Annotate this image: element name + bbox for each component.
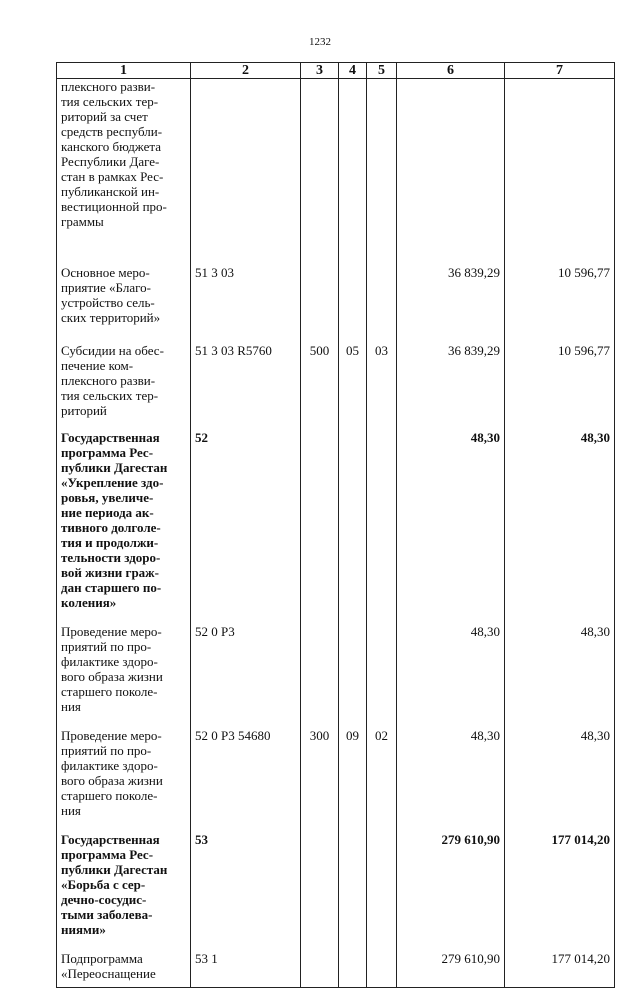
row-col6-value: 48,30 (397, 728, 505, 832)
row-col5-cell: 03 (367, 343, 397, 430)
row-col7-value: 48,30 (505, 624, 615, 728)
row-col7-value: 10 596,77 (505, 343, 615, 430)
row-col3-cell (301, 265, 339, 343)
row-col3-cell (301, 832, 339, 951)
row-code-cell: 53 (191, 832, 301, 951)
row-col6-value: 279 610,90 (397, 832, 505, 951)
row-name-cell: Основное меро- приятие «Благо- устройство сель- ских территорий» (57, 265, 191, 343)
row-col4-cell (339, 951, 367, 988)
row-col7-value: 48,30 (505, 430, 615, 624)
column-header-1: 1 (57, 63, 191, 79)
row-col6-value: 279 610,90 (397, 951, 505, 988)
row-col3-cell (301, 951, 339, 988)
row-col5-cell (367, 265, 397, 343)
row-col5-cell: 02 (367, 728, 397, 832)
row-col6-value: 48,30 (397, 624, 505, 728)
row-code-cell: 51 3 03 R5760 (191, 343, 301, 430)
row-col3-cell (301, 430, 339, 624)
table-row (57, 951, 615, 988)
row-name-cell: Государственная программа Рес- публики Дагестан «Борьба с сер- дечно-сосудис- тыми заболева- ниями» (57, 832, 191, 951)
row-col7-value: 177 014,20 (505, 832, 615, 951)
row-col7-value (505, 79, 615, 266)
row-col7-value: 177 014,20 (505, 951, 615, 988)
row-name-cell: Проведение меро- приятий по про- филактике здоро- вого образа жизни старшего поколе- ния (57, 728, 191, 832)
table-row (57, 265, 615, 343)
row-col3-cell (301, 624, 339, 728)
table-header-row (57, 63, 615, 79)
row-col6-value (397, 79, 505, 266)
row-col4-cell (339, 624, 367, 728)
row-col4-cell (339, 265, 367, 343)
table-row (57, 624, 615, 728)
row-name-cell: Проведение меро- приятий по про- филактике здоро- вого образа жизни старшего поколе- ния (57, 624, 191, 728)
row-name-cell: Субсидии на обес- печение ком- плексного разви- тия сельских тер- риторий (57, 343, 191, 430)
table-row (57, 728, 615, 832)
row-code-cell (191, 79, 301, 266)
row-col3-cell: 300 (301, 728, 339, 832)
row-col4-cell: 09 (339, 728, 367, 832)
row-code-cell: 51 3 03 (191, 265, 301, 343)
row-col5-cell (367, 832, 397, 951)
row-col4-cell (339, 79, 367, 266)
table-row (57, 832, 615, 951)
column-header-3: 3 (301, 63, 339, 79)
table-row (57, 430, 615, 624)
row-col6-value: 48,30 (397, 430, 505, 624)
row-name-cell: Подпрограмма «Переоснащение (57, 951, 191, 988)
row-name-cell: плексного разви- тия сельских тер- риторий за счет средств республи- канского бюджета Республики Даге- стан в рамках Рес- публиканской ин- вестиционной про- граммы (57, 79, 191, 266)
row-col7-value: 10 596,77 (505, 265, 615, 343)
row-col5-cell (367, 624, 397, 728)
row-code-cell: 52 (191, 430, 301, 624)
row-col5-cell (367, 79, 397, 266)
row-col4-cell: 05 (339, 343, 367, 430)
column-header-4: 4 (339, 63, 367, 79)
table-row (57, 343, 615, 430)
row-col5-cell (367, 430, 397, 624)
row-col5-cell (367, 951, 397, 988)
row-col4-cell (339, 430, 367, 624)
row-code-cell: 52 0 P3 54680 (191, 728, 301, 832)
row-col6-value: 36 839,29 (397, 343, 505, 430)
table-row (57, 79, 615, 266)
row-col3-cell: 500 (301, 343, 339, 430)
budget-table (56, 62, 615, 988)
column-header-6: 6 (397, 63, 505, 79)
row-col7-value: 48,30 (505, 728, 615, 832)
row-col4-cell (339, 832, 367, 951)
page-number: 1232 (309, 36, 331, 48)
row-col6-value: 36 839,29 (397, 265, 505, 343)
row-code-cell: 53 1 (191, 951, 301, 988)
row-col3-cell (301, 79, 339, 266)
row-code-cell: 52 0 P3 (191, 624, 301, 728)
column-header-2: 2 (191, 63, 301, 79)
column-header-5: 5 (367, 63, 397, 79)
row-name-cell: Государственная программа Рес- публики Дагестан «Укрепление здо- ровья, увеличе- ние периода ак- тивного долголе- тия и продолжи- тельности здоро- вой жизни граж- дан старшего по- коления» (57, 430, 191, 624)
column-header-7: 7 (505, 63, 615, 79)
